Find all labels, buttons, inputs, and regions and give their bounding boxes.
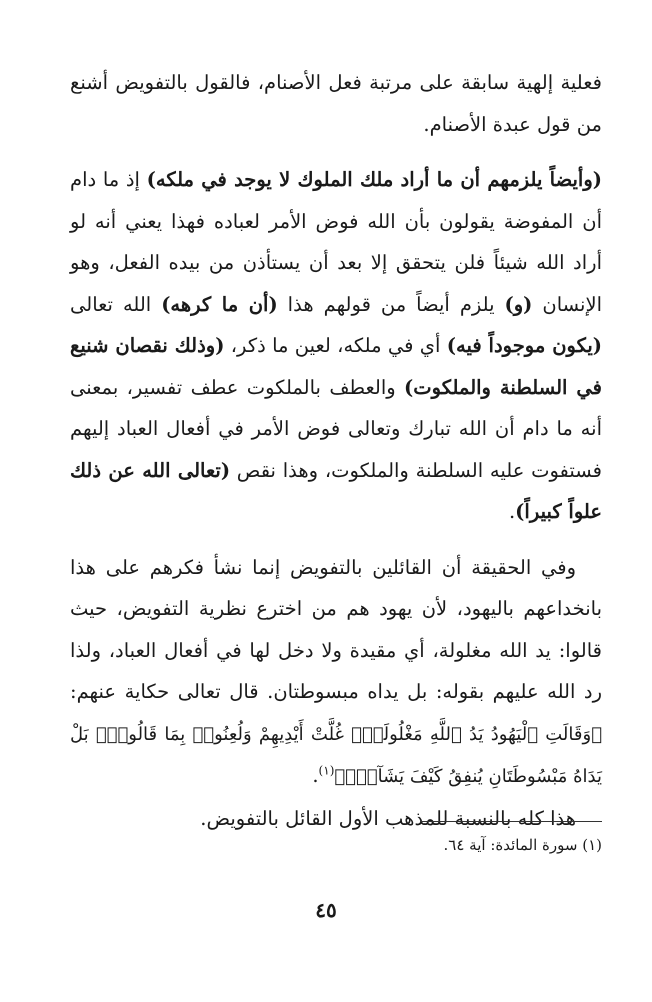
page-number: ٤٥ <box>315 898 337 922</box>
paragraph-4-text: هذا كله بالنسبة للمذهب الأول القائل بالتفويض. <box>200 806 576 830</box>
footnote-reference[interactable]: (١) <box>318 763 335 778</box>
paragraph-2-bold-3: (يكون موجوداً فيه) <box>446 334 603 357</box>
paragraph-2 <box>70 159 602 533</box>
paragraph-2-heading: (وأيضاً يلزمهم أن ما أراد ملك الملوك لا يوجد في ملكه) <box>146 168 602 191</box>
footnote <box>70 832 602 858</box>
paragraph-2-text-3: الله تعالى <box>70 292 162 316</box>
paragraph-3-text-1: وفي الحقيقة أن القائلين بالتفويض إنما نشأ فكرهم على هذا بانخداعهم باليهود، لأن يهود هم من اخترع نظرية التفويض، حيث قالوا: يد الله مغلولة، أي مقيدة ولا دخل لها في أفعال العباد، ولذا رد الله عليهم بقوله: بل يداه مبسوطتان. قال تعالى حكاية عنهم: <box>70 555 602 703</box>
paragraph-2-text-6: . <box>508 500 516 523</box>
paragraph-2-bold-5: (تعالى الله عن ذلك علواً كبيراً) <box>70 458 602 523</box>
paragraph-2-bold-1: (و) <box>504 292 533 316</box>
page-body <box>70 62 602 839</box>
paragraph-3-text-2: . <box>312 764 319 787</box>
paragraph-1-text: فعلية إلهية سابقة على مرتبة فعل الأصنام، فالقول بالتفويض أشنع من قول عبدة الأصنام. <box>70 71 602 136</box>
paragraph-2-text-1: إذ ما دام أن المفوضة يقولون بأن الله فوض الأمر لعباده فهذا يعني أنه لو أراد الله شيئاً فلن يتحقق إلا بعد أن يستأذن من بيده الفعل، وهو الإنسان <box>70 168 602 316</box>
paragraph-2-bold-2: (أن ما كرهه) <box>161 292 278 316</box>
paragraph-2-bold-4: (وذلك نقصان شنيع في السلطنة والملكوت) <box>70 334 602 399</box>
footnote-text: (١) سورة المائدة: آية ٦٤. <box>443 836 602 854</box>
quran-verse: ﴿وَقَالَتِ ٱلْيَهُودُ يَدُ ٱللَّهِ مَغْلُولَةٌۚ غُلَّتْ أَيْدِيهِمْ وَلُعِنُوا۟ بِمَا قَالُوا۟ۘ بَلْ يَدَاهُ مَبْسُوطَتَانِ يُنفِقُ كَيْفَ يَشَآءُۚ﴾ <box>70 723 602 787</box>
paragraph-2-text-4: أي في ملكه، لعين ما ذكر، <box>224 334 447 357</box>
paragraph-2-text-2: يلزم أيضاً من قولهم هذا <box>277 292 505 316</box>
paragraph-2-text-5: والعطف بالملكوت عطف تفسير، بمعنى أنه ما دام أن الله تبارك وتعالى فوض الأمر في أفعال العباد إليهم فستفوت عليه السلطنة والملكوت، وهذا نقص <box>70 375 602 482</box>
paragraph-1 <box>70 62 602 145</box>
paragraph-3 <box>70 547 602 798</box>
footnote-separator <box>420 821 602 822</box>
